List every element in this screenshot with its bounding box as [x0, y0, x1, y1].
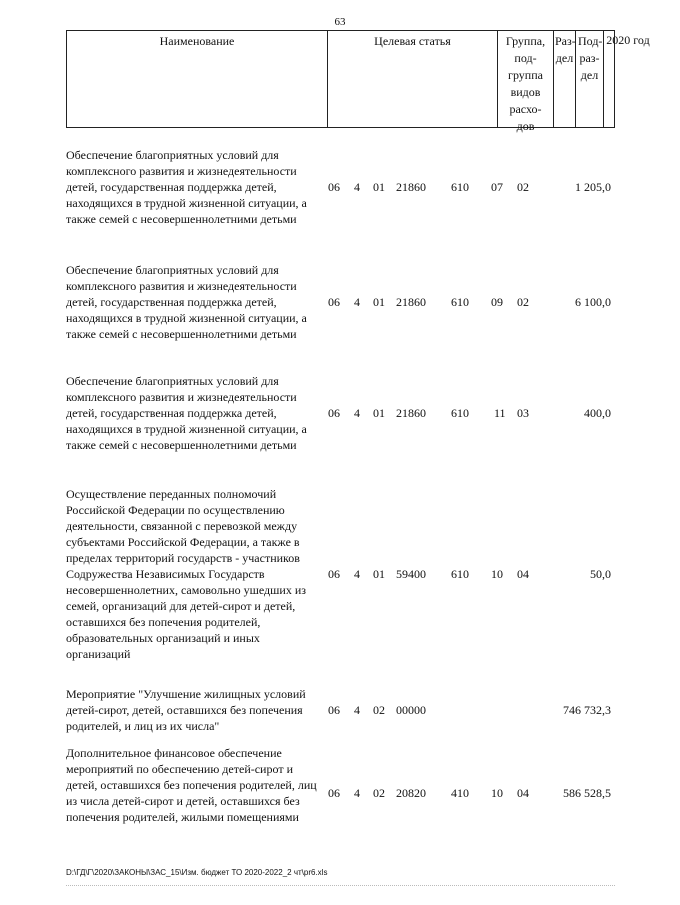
row-c1: 06 [328, 406, 340, 420]
row-c3: 01 [373, 567, 385, 581]
row-amount: 1 205,0 [575, 180, 611, 194]
row-amount: 6 100,0 [575, 295, 611, 309]
row-c2: 4 [354, 786, 360, 800]
row-c3: 02 [373, 786, 385, 800]
row-c3: 02 [373, 703, 385, 717]
file-path-footer: D:\ГД\Г\2020\ЗАКОНЫ\ЗАС_15\Изм. бюджет ТО 2020-2022_2 чт\pr6.xls [66, 868, 328, 877]
row-c3: 01 [373, 406, 385, 420]
row-c1: 06 [328, 180, 340, 194]
row-c4: 21860 [396, 406, 426, 420]
header-subsection: Под-раз-дел [576, 31, 604, 127]
row-group: 610 [451, 406, 469, 420]
header-group: Группа, под-группа видов расхо-дов [498, 31, 554, 127]
header-name: Наименование [67, 31, 328, 127]
row-name: Осуществление переданных полномочий Российской Федерации по осуществлению деятельности, связанной с перевозкой между субъектами Российской Федерации, а также в пределах территорий государств - участников Содружества Независимых Государств несовершеннолетних, самовольно ушедших из семей, организаций для детей-сирот и детей, оставшихся без попечения родителей, образовательных организаций и иных организаций [66, 487, 306, 661]
page-number: 63 [334, 16, 346, 28]
row-subsection: 03 [517, 406, 529, 420]
row-name: Обеспечение благоприятных условий для комплексного развития и жизнедеятельности детей, государственная поддержка детей, находящихся в трудной жизненной ситуации, а также семей с несовершеннолетними детьми [66, 148, 307, 226]
row-c2: 4 [354, 703, 360, 717]
row-c4: 20820 [396, 786, 426, 800]
row-group: 610 [451, 295, 469, 309]
row-section: 10 [491, 786, 503, 800]
row-name: Обеспечение благоприятных условий для комплексного развития и жизнедеятельности детей, государственная поддержка детей, находящихся в трудной жизненной ситуации, а также семей с несовершеннолетними детьми [66, 374, 307, 452]
table-row [66, 373, 615, 453]
row-amount: 50,0 [590, 567, 611, 581]
row-section: 09 [491, 295, 503, 309]
row-name: Дополнительное финансовое обеспечение мероприятий по обеспечению детей-сирот и детей, оставшихся без попечения родителей, лиц из числа детей-сирот и детей, оставшихся без попечения родителей, жилыми помещениями [66, 746, 317, 824]
row-group: 610 [451, 567, 469, 581]
table-row [66, 147, 615, 227]
row-c1: 06 [328, 786, 340, 800]
row-subsection: 02 [517, 180, 529, 194]
row-section: 10 [491, 567, 503, 581]
row-c1: 06 [328, 703, 340, 717]
table-row [66, 745, 615, 841]
row-section: 11 [494, 406, 506, 420]
row-c2: 4 [354, 295, 360, 309]
row-c4: 00000 [396, 703, 426, 717]
row-group: 410 [451, 786, 469, 800]
table-row [66, 486, 615, 662]
row-amount: 586 528,5 [563, 786, 611, 800]
row-name: Обеспечение благоприятных условий для комплексного развития и жизнедеятельности детей, государственная поддержка детей, находящихся в трудной жизненной ситуации, а также семей с несовершеннолетними детьми [66, 263, 307, 341]
row-c1: 06 [328, 295, 340, 309]
row-c1: 06 [328, 567, 340, 581]
table-row [66, 686, 615, 734]
footer-divider [66, 885, 615, 886]
row-name: Мероприятие "Улучшение жилищных условий детей-сирот, детей, оставшихся без попечения родителей, и лиц из их числа" [66, 687, 306, 733]
row-c4: 59400 [396, 567, 426, 581]
row-c3: 01 [373, 295, 385, 309]
row-c2: 4 [354, 567, 360, 581]
row-subsection: 02 [517, 295, 529, 309]
row-amount: 400,0 [584, 406, 611, 420]
row-section: 07 [491, 180, 503, 194]
table-row [66, 262, 615, 342]
row-group: 610 [451, 180, 469, 194]
header-section: Раз-дел [554, 31, 576, 127]
header-year: 2020 год [606, 33, 650, 47]
row-c2: 4 [354, 180, 360, 194]
row-c4: 21860 [396, 295, 426, 309]
row-amount: 746 732,3 [563, 703, 611, 717]
row-subsection: 04 [517, 567, 529, 581]
row-c3: 01 [373, 180, 385, 194]
table-header [66, 30, 615, 133]
row-c2: 4 [354, 406, 360, 420]
row-c4: 21860 [396, 180, 426, 194]
row-subsection: 04 [517, 786, 529, 800]
header-target: Целевая статья [328, 31, 498, 127]
